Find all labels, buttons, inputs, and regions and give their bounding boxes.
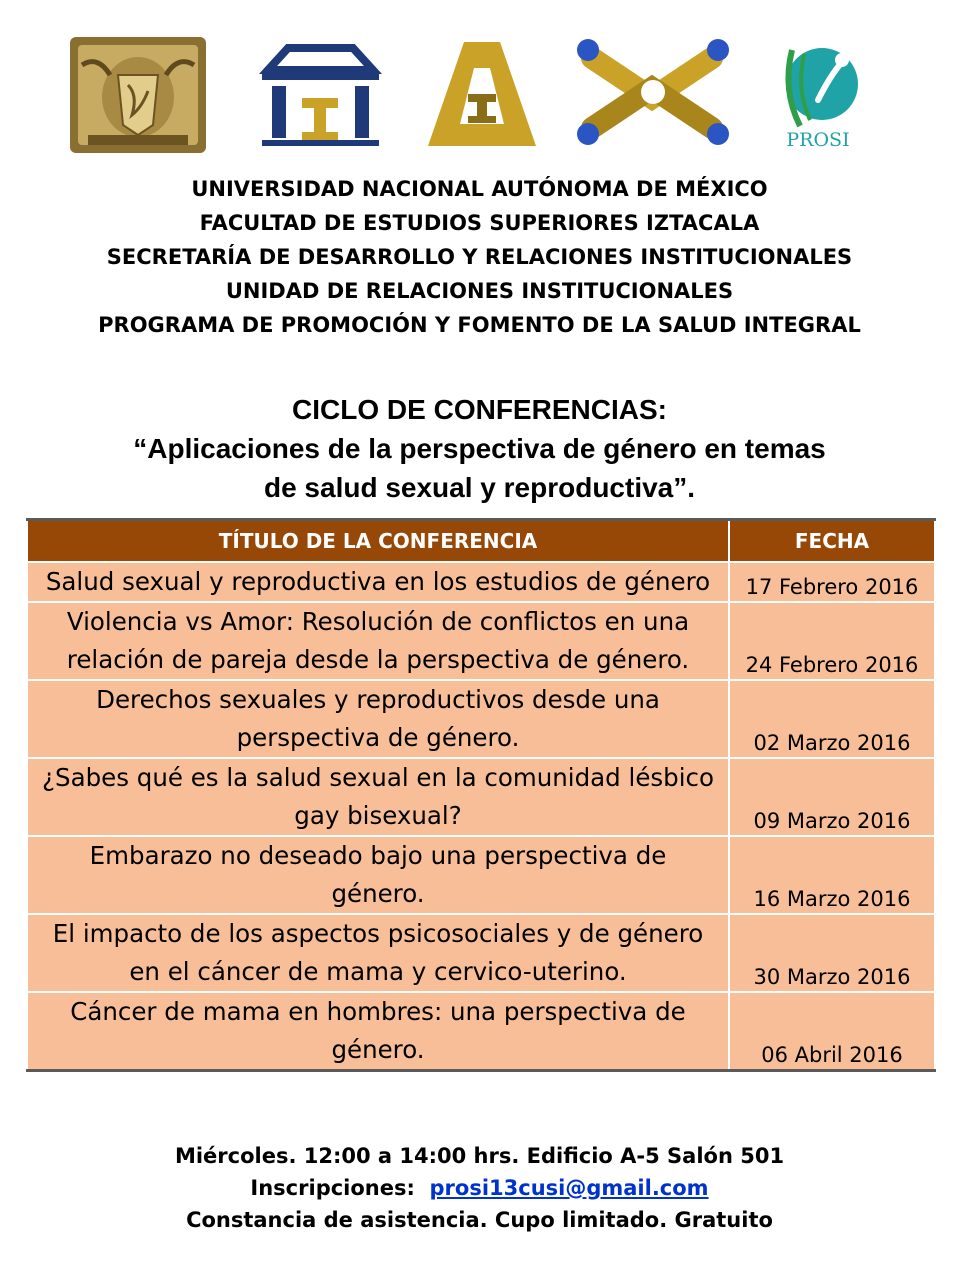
conference-date: 06 Abril 2016: [729, 992, 935, 1071]
conference-title: [27, 562, 729, 602]
conference-date: 30 Marzo 2016: [729, 914, 935, 992]
title-line: gay bisexual?: [294, 801, 462, 830]
email-link[interactable]: prosi13cusi@gmail.com: [429, 1176, 709, 1200]
org-faculty: FACULTAD DE ESTUDIOS SUPERIORES IZTACALA: [199, 211, 760, 235]
title-line: en el cáncer de mama y cervico-uterino.: [129, 957, 627, 986]
conference-date: 16 Marzo 2016: [729, 836, 935, 914]
title-line: relación de pareja desde la perspectiva de género.: [66, 645, 690, 674]
conference-title: [27, 602, 729, 680]
registration-label: Inscripciones:: [250, 1176, 415, 1200]
registration-line: [0, 1172, 959, 1204]
people-link-icon: [572, 38, 734, 146]
org-unit: UNIDAD DE RELACIONES INSTITUCIONALES: [225, 279, 734, 303]
title-line: Violencia vs Amor: Resolución de conflictos en una: [66, 607, 690, 636]
cycle-label: CICLO DE CONFERENCIAS:: [292, 394, 667, 425]
unam-seal-icon: [68, 35, 208, 155]
title-line: Cáncer de mama en hombres: una perspectiva de: [70, 997, 686, 1026]
conference-date: 24 Febrero 2016: [729, 602, 935, 680]
title-line: Derechos sexuales y reproductivos desde una: [96, 685, 660, 714]
table-row: [27, 562, 935, 602]
conference-date: 17 Febrero 2016: [729, 562, 935, 602]
a-emblem-icon: [424, 38, 539, 150]
table-row: [27, 992, 935, 1071]
cycle-heading: [0, 390, 959, 507]
conference-title: [27, 914, 729, 992]
table-row: [27, 836, 935, 914]
title-line: El impacto de los aspectos psicosociales y de género: [52, 919, 704, 948]
title-line: Embarazo no deseado bajo una perspectiva de: [89, 841, 667, 870]
org-university: UNIVERSIDAD NACIONAL AUTÓNOMA DE MÉXICO: [191, 177, 768, 201]
fes-iztacala-icon: [258, 42, 383, 148]
prosi-logo-icon: [770, 40, 866, 150]
cycle-title-line1: “Aplicaciones de la perspectiva de género en temas: [133, 433, 826, 464]
table-row: [27, 602, 935, 680]
table-row: [27, 758, 935, 836]
prosi-logo-text: PROSI: [786, 129, 850, 150]
table-row: [27, 914, 935, 992]
conference-title: [27, 992, 729, 1071]
conference-date: 02 Marzo 2016: [729, 680, 935, 758]
conference-title: [27, 836, 729, 914]
header-title: TÍTULO DE LA CONFERENCIA: [27, 520, 729, 563]
logo-row: [0, 30, 959, 160]
schedule-line: Miércoles. 12:00 a 14:00 hrs. Edificio A-5 Salón 501: [174, 1144, 785, 1168]
title-line: Salud sexual y reproductiva en los estudios de género: [45, 567, 711, 596]
footer-info: [0, 1140, 959, 1236]
org-secretariat: SECRETARÍA DE DESARROLLO Y RELACIONES INSTITUCIONALES: [106, 245, 853, 269]
title-line: género.: [331, 1035, 425, 1064]
conference-date: 09 Marzo 2016: [729, 758, 935, 836]
conference-title: [27, 680, 729, 758]
organization-block: [0, 172, 959, 342]
notes-line: Constancia de asistencia. Cupo limitado. Gratuito: [186, 1208, 773, 1232]
org-program: PROGRAMA DE PROMOCIÓN Y FOMENTO DE LA SALUD INTEGRAL: [98, 313, 861, 337]
title-line: género.: [331, 879, 425, 908]
cycle-title-line2: de salud sexual y reproductiva”.: [263, 472, 696, 503]
table-header-row: [27, 520, 935, 563]
conference-title: [27, 758, 729, 836]
table-row: [27, 680, 935, 758]
title-line: perspectiva de género.: [236, 723, 520, 752]
title-line: ¿Sabes qué es la salud sexual en la comunidad lésbico: [42, 763, 714, 792]
conference-table: [26, 518, 936, 1072]
header-date: FECHA: [729, 520, 935, 563]
